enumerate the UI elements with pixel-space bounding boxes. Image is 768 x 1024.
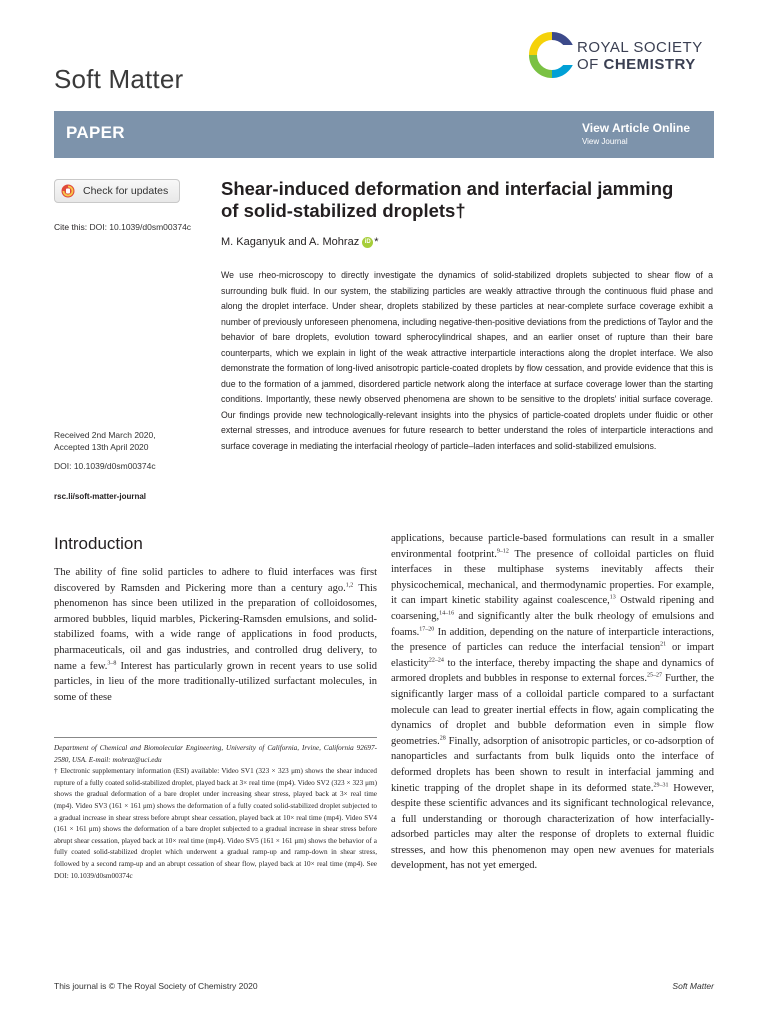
- corresponding-mark: *: [374, 236, 379, 248]
- author-list: [221, 236, 378, 248]
- intro-paragraph-right: [391, 531, 714, 874]
- article-type-label: PAPER: [66, 123, 125, 142]
- citation-ref[interactable]: 13: [609, 594, 616, 601]
- footnotes: [54, 743, 377, 882]
- body-column-left: [54, 565, 377, 705]
- body-text: applications, because particle-based formulations can result in a smaller environmental footprint.: [391, 533, 714, 560]
- journal-title: Soft Matter: [54, 64, 184, 94]
- footnote-divider: [54, 737, 377, 738]
- rsc-mark-icon: [529, 32, 575, 78]
- citation-ref[interactable]: 25–27: [647, 672, 662, 679]
- body-text: Interest has particularly grown in recent years to use solid particles, in lieu of the more traditionally-utilized surfactant molecules, in some of these: [54, 660, 377, 703]
- check-for-updates-button[interactable]: [54, 179, 180, 203]
- citation-ref[interactable]: 28: [439, 735, 446, 742]
- body-text: to the interface, thereby impacting the shape and dynamics of armored droplets and bubbles in response to external forces.: [391, 657, 714, 685]
- check-for-updates-label: Check for updates: [83, 185, 169, 197]
- article-title: Shear-induced deformation and interfacial jamming of solid-stabilized droplets†: [221, 178, 674, 221]
- intro-paragraph-left: [54, 565, 377, 705]
- body-column-right: [391, 531, 714, 874]
- body-text: In addition, depending on the nature of interparticle interactions, the presence of particles can reduce the interfacial tension: [391, 626, 714, 654]
- view-article-online-label[interactable]: View Article Online: [581, 121, 690, 135]
- copyright-footer: This journal is © The Royal Society of Chemistry 2020: [54, 981, 258, 991]
- body-text: The ability of fine solid particles to adhere to fluid interfaces was first discovered by Ramsden and Pickering more than a century ago.: [54, 567, 377, 594]
- citation-ref[interactable]: 21: [660, 641, 667, 648]
- esi-footnote: † Electronic supplementary information (ESI) available: Video SV1 (323 × 323 μm) shows the shear induced rupture of a fully coated solid-stabilized droplet, played back at 3× real time (mp4). Video SV2 (323 × 323 μm) shows the gradual deformation of a bare droplet under increasing shear stress, played back at 3× real time (mp4). Video SV3 (161 × 161 μm) shows the deformation of a fully coated solid-stabilized droplet subjected to a gradual increase in shear stress before abrupt shear cessation, played back at 10× real time (mp4). Video SV4 (161 × 161 μm) shows the deformation of a bare droplet subjected to a gradual increase in shear stress before abrupt shear cessation, played back at 10× real time (mp4). Video SV5 (161 × 161 μm) shows the behavior of a fully coated solid-stabilized droplet which underwent a gradual ramp-up and ramp-down in shear stress, followed by a second ramp-up and an abrupt cessation of shear flow, played back at 10× real time (mp4). See DOI: 10.1039/d0sm00374c: [54, 767, 377, 880]
- citation-ref[interactable]: 29–31: [653, 782, 669, 788]
- abstract: We use rheo-microscopy to directly investigate the dynamics of solid-stabilized droplets subjected to shear flow of a surrounding bulk fluid. In our system, the stabilizing particles are weakly attractive through the continuous fluid phase and along the droplet interface. Under shear, droplets stabilized by these particles at near-complete surface coverage exhibit a number of previously unforeseen phenomena, including negative-then-positive deviations from the predictions of Taylor and the behavior of bare droplets, evolution toward spherocylindrical shapes, and an earlier onset of rupture than their bare counterparts, which we explain in light of the weak attractive interparticle interactions along the droplet interface. We also demonstrate the formation of long-lived anisotropic particle-coated droplets by flow cessation, and provide evidence that this is due to the formation of a jammed, disordered particle network along the interface at surface coverage lower than the starting conditions. Importantly, these newly observed phenomena are shown to be sensitive to the droplets' initial surface coverage. Our findings provide new technologically-relevant insights into the physics of particle-coated droplets under fluidic or other external stresses, and introduce avenues for future research to better understand the roles of interparticle interactions and surface coverage in mediating the interfacial rheology of particle–laden interfaces and solid-stabilized emulsions.: [221, 270, 713, 452]
- publisher-name-line1: ROYAL SOCIETY: [577, 39, 703, 56]
- check-updates-icon: [61, 184, 75, 198]
- citation-ref[interactable]: 14–16: [439, 610, 455, 617]
- body-text: Further, the significantly larger mass of a colloidal particle compared to a surfactant molecule can lead to greater inertial effects in flow, again complicating the dynamics of droplet and bubble deformation even in simple flow geometries.: [391, 673, 714, 747]
- received-dates: Received 2nd March 2020, Accepted 13th April 2020: [54, 430, 156, 452]
- citation-ref[interactable]: 1,2: [345, 582, 354, 589]
- article-type-banner: [54, 111, 714, 158]
- body-text: However, despite these scientific advances and its significant technological relevance, a full understanding or thorough characterization of how interfacially-adsorbed particles may alter the response of droplets to external fluidic stresses, and how this phenomenon may open new avenues for materials development, has not yet emerged.: [391, 782, 714, 872]
- journal-name-footer: Soft Matter: [672, 981, 714, 991]
- body-text: The presence of colloidal particles on fluid interfaces in these multiphase systems inevitably affects their physicochemical, mechanical, and thermodynamic properties. For example, it can impart kinetic stability against coalescence,: [391, 548, 714, 607]
- view-article-online-link[interactable]: [582, 121, 690, 146]
- body-text: Finally, adsorption of anisotropic particles, or co-adsorption of nanoparticles and surfactants from bulk liquids onto the interface of deformed droplets has been shown to result in interfacial jamming and kinetic trapping of the droplet shape in its deformed state.: [391, 735, 714, 794]
- affiliation-footnote: Department of Chemical and Biomolecular Engineering, University of California, Irvine, California 92697-2580, USA. E-mail: mohraz@uci.edu: [54, 744, 377, 764]
- cite-doi[interactable]: DOI: 10.1039/d0sm00374c: [89, 222, 192, 232]
- author-names: M. Kaganyuk and A. Mohraz: [221, 236, 360, 248]
- rsc-logo[interactable]: [529, 30, 719, 86]
- citation-ref[interactable]: 17–20: [419, 626, 435, 633]
- section-heading-introduction: Introduction: [54, 534, 143, 553]
- body-text: and significantly alter the bulk rheology of emulsions and foams.: [391, 610, 714, 638]
- view-journal-link[interactable]: View Journal: [581, 137, 628, 146]
- publisher-name-line2: OF CHEMISTRY: [577, 56, 696, 73]
- cite-this: Cite this: DOI: 10.1039/d0sm00374c: [54, 222, 192, 232]
- body-text: This phenomenon has since been utilized in the preparation of colloidosomes, armored bubbles, liquid marbles, Pickering-Ramsden emulsions, and solid-stabilized foams, with a wide range of applications in food products, pharmaceuticals, oil and gas industries, and controlled drug delivery, to name a few.: [54, 582, 377, 672]
- citation-ref[interactable]: 9–12: [496, 548, 509, 555]
- journal-url-link[interactable]: rsc.li/soft-matter-journal: [54, 492, 147, 501]
- citation-ref[interactable]: 22–24: [428, 657, 444, 664]
- orcid-icon[interactable]: iD: [362, 237, 373, 248]
- citation-ref[interactable]: 3–8: [107, 660, 117, 667]
- article-doi[interactable]: DOI: 10.1039/d0sm00374c: [54, 461, 156, 471]
- body-text: or impart elasticity: [391, 642, 714, 669]
- body-text: Ostwald ripening and coarsening,: [391, 595, 714, 622]
